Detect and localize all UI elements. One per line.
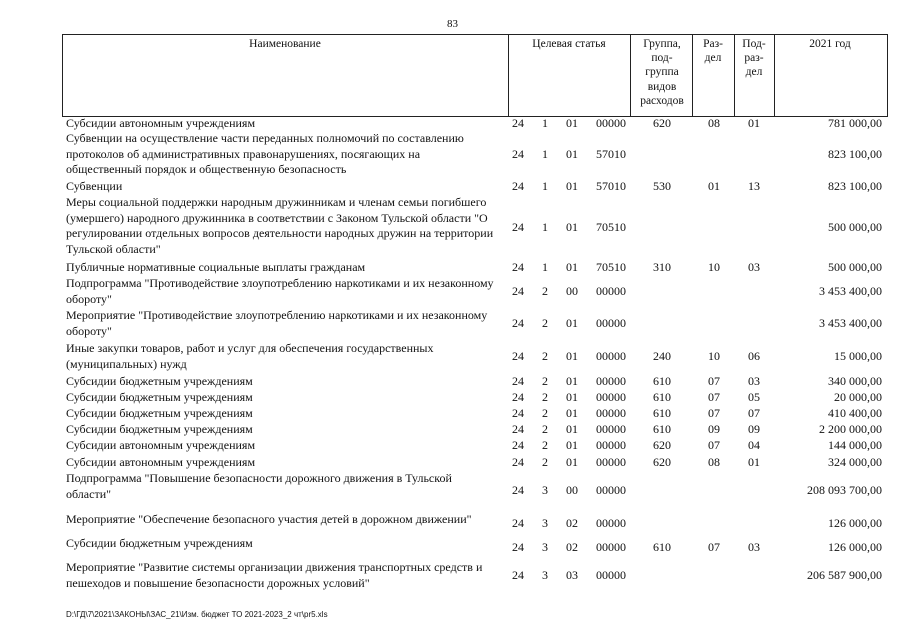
header-subsection: Под- раз- дел — [742, 38, 766, 79]
row-name: Субсидии бюджетным учреждениям — [66, 422, 253, 436]
row-grp-cell: 530 — [653, 179, 671, 193]
row-n-cell: 57010 — [596, 179, 626, 193]
row-s-cell: 1 — [542, 147, 548, 161]
row-m-cell: 02 — [566, 515, 578, 530]
footer-path: D:\ГД\7\2021\ЗАКОНЫ\ЗАС_21\Изм. бюджет ТО 2021-2023_2 чт\pr5.xls — [66, 610, 328, 619]
row-amount: 823 100,00 — [828, 147, 882, 161]
column-divider — [630, 34, 631, 117]
row-amount: 20 000,00 — [834, 390, 882, 404]
row-name: Субсидии автономным учреждениям — [66, 438, 256, 452]
table-row — [0, 471, 905, 510]
row-amount: 324 000,00 — [828, 455, 882, 469]
row-sec-cell: 10 — [708, 349, 720, 363]
row-amount: 2 200 000,00 — [819, 422, 882, 436]
row-n-cell: 00000 — [596, 406, 626, 420]
row-m-cell: 01 — [566, 260, 578, 274]
row-m-cell: 01 — [566, 422, 578, 436]
row-n-cell: 00000 — [596, 422, 626, 436]
table-row — [0, 374, 905, 389]
row-m-cell: 01 — [566, 116, 578, 130]
row-p-cell: 24 — [512, 455, 524, 469]
table-row — [0, 536, 905, 558]
row-grp-cell: 620 — [653, 116, 671, 130]
table-row — [0, 390, 905, 405]
row-s-cell: 2 — [542, 349, 548, 363]
row-s-cell: 2 — [542, 316, 548, 330]
row-grp-cell: 610 — [653, 390, 671, 404]
row-p-cell: 24 — [512, 483, 524, 497]
table-row — [0, 116, 905, 131]
row-sec-cell: 07 — [708, 374, 720, 388]
row-m-cell: 00 — [566, 284, 578, 298]
row-m-cell: 01 — [566, 316, 578, 330]
row-name: Подпрограмма "Повышение безопасности дорожного движения в Тульской области" — [66, 471, 452, 501]
row-sec-cell: 01 — [708, 179, 720, 193]
row-sub-cell: 04 — [748, 438, 760, 452]
row-amount: 208 093 700,00 — [807, 483, 882, 497]
row-grp-cell: 620 — [653, 455, 671, 469]
row-name: Субсидии бюджетным учреждениям — [66, 390, 253, 404]
row-s-cell: 1 — [542, 219, 548, 234]
row-n-cell: 00000 — [596, 483, 626, 497]
row-p-cell: 24 — [512, 374, 524, 388]
row-p-cell: 24 — [512, 349, 524, 363]
row-m-cell: 02 — [566, 539, 578, 554]
row-p-cell: 24 — [512, 316, 524, 330]
row-sub-cell: 06 — [748, 349, 760, 363]
table-row — [0, 422, 905, 437]
row-amount: 500 000,00 — [828, 260, 882, 274]
row-s-cell: 2 — [542, 284, 548, 298]
row-sec-cell: 10 — [708, 260, 720, 274]
row-amount: 500 000,00 — [828, 219, 882, 234]
row-amount: 126 000,00 — [828, 539, 882, 554]
row-s-cell: 2 — [542, 406, 548, 420]
row-n-cell: 00000 — [596, 455, 626, 469]
row-amount: 3 453 400,00 — [819, 316, 882, 330]
row-sub-cell: 01 — [748, 116, 760, 130]
row-name: Мероприятие "Противодействие злоупотреблению наркотиками и их незаконному обороту" — [66, 308, 488, 338]
row-sec-cell: 07 — [708, 390, 720, 404]
row-n-cell: 00000 — [596, 390, 626, 404]
row-p-cell: 24 — [512, 284, 524, 298]
row-name: Мероприятие "Обеспечение безопасного участия детей в дорожном движении" — [66, 512, 472, 526]
table-row — [0, 455, 905, 470]
row-amount: 823 100,00 — [828, 179, 882, 193]
row-n-cell: 00000 — [596, 568, 626, 582]
row-amount: 206 587 900,00 — [807, 568, 882, 582]
row-p-cell: 24 — [512, 116, 524, 130]
row-n-cell: 00000 — [596, 539, 626, 554]
row-p-cell: 24 — [512, 539, 524, 554]
row-name: Субсидии бюджетным учреждениям — [66, 406, 253, 420]
row-amount: 781 000,00 — [828, 116, 882, 130]
row-name: Меры социальной поддержки народным дружинникам и членам семьи погибшего (умершего) народного дружинника в соответствии с Законом Тульской области "О регулировании отдельных вопросов деятельности народных дружин на территории Тульской области" — [66, 195, 494, 256]
table-row — [0, 260, 905, 275]
row-p-cell: 24 — [512, 568, 524, 582]
row-sec-cell: 08 — [708, 116, 720, 130]
row-sub-cell: 07 — [748, 406, 760, 420]
page-number: 83 — [447, 18, 458, 30]
row-m-cell: 01 — [566, 438, 578, 452]
header-name: Наименование — [249, 38, 321, 50]
row-n-cell: 00000 — [596, 515, 626, 530]
row-m-cell: 01 — [566, 179, 578, 193]
row-amount: 3 453 400,00 — [819, 284, 882, 298]
table-row — [0, 438, 905, 453]
row-grp-cell: 610 — [653, 539, 671, 554]
row-n-cell: 00000 — [596, 284, 626, 298]
row-m-cell: 03 — [566, 568, 578, 582]
row-s-cell: 3 — [542, 483, 548, 497]
row-p-cell: 24 — [512, 422, 524, 436]
row-s-cell: 2 — [542, 422, 548, 436]
row-sec-cell: 07 — [708, 438, 720, 452]
row-s-cell: 1 — [542, 116, 548, 130]
row-amount: 340 000,00 — [828, 374, 882, 388]
row-name: Субвенции на осуществление части переданных полномочий по составлению протоколов об административных правонарушениях, посягающих на общественный порядок и общественную безопасность — [66, 131, 464, 176]
row-grp-cell: 620 — [653, 438, 671, 452]
row-name: Субсидии бюджетным учреждениям — [66, 374, 253, 388]
header-group: Группа, под- группа видов расходов — [640, 38, 684, 107]
row-p-cell: 24 — [512, 260, 524, 274]
row-sub-cell: 05 — [748, 390, 760, 404]
table-row — [0, 179, 905, 194]
row-name: Мероприятие "Развитие системы организации движения транспортных средств и пешеходов и повышение безопасности дорожных условий" — [66, 560, 483, 590]
row-amount: 126 000,00 — [828, 515, 882, 530]
row-name: Публичные нормативные социальные выплаты гражданам — [66, 260, 366, 274]
row-sub-cell: 03 — [748, 260, 760, 274]
row-s-cell: 2 — [542, 374, 548, 388]
row-s-cell: 2 — [542, 390, 548, 404]
row-s-cell: 2 — [542, 438, 548, 452]
row-s-cell: 3 — [542, 539, 548, 554]
row-m-cell: 01 — [566, 390, 578, 404]
row-m-cell: 00 — [566, 483, 578, 497]
row-n-cell: 00000 — [596, 316, 626, 330]
row-grp-cell: 310 — [653, 260, 671, 274]
row-sec-cell: 08 — [708, 455, 720, 469]
row-sec-cell: 07 — [708, 539, 720, 554]
row-name: Субвенции — [66, 179, 123, 193]
table-row — [0, 406, 905, 421]
row-n-cell: 00000 — [596, 374, 626, 388]
row-amount: 15 000,00 — [834, 349, 882, 363]
row-n-cell: 70510 — [596, 219, 626, 234]
row-name: Субсидии автономным учреждениям — [66, 116, 256, 130]
row-name: Иные закупки товаров, работ и услуг для обеспечения государственных (муниципальных) нужд — [66, 341, 434, 371]
header-year: 2021 год — [809, 38, 851, 50]
row-m-cell: 01 — [566, 219, 578, 234]
row-sub-cell: 03 — [748, 374, 760, 388]
header-section: Раз- дел — [703, 38, 723, 65]
table-row — [0, 341, 905, 372]
row-grp-cell: 610 — [653, 374, 671, 388]
row-s-cell: 2 — [542, 455, 548, 469]
table-row — [0, 512, 905, 534]
table-row — [0, 276, 905, 307]
table-row — [0, 560, 905, 591]
row-n-cell: 00000 — [596, 438, 626, 452]
row-sub-cell: 09 — [748, 422, 760, 436]
row-p-cell: 24 — [512, 179, 524, 193]
row-name: Подпрограмма "Противодействие злоупотреблению наркотиками и их незаконному обороту" — [66, 276, 494, 306]
row-grp-cell: 610 — [653, 422, 671, 436]
row-sub-cell: 13 — [748, 179, 760, 193]
row-m-cell: 01 — [566, 455, 578, 469]
row-p-cell: 24 — [512, 438, 524, 452]
row-m-cell: 01 — [566, 406, 578, 420]
row-name: Субсидии автономным учреждениям — [66, 455, 256, 469]
row-amount: 144 000,00 — [828, 438, 882, 452]
row-s-cell: 3 — [542, 515, 548, 530]
row-n-cell: 00000 — [596, 116, 626, 130]
row-m-cell: 01 — [566, 374, 578, 388]
row-amount: 410 400,00 — [828, 406, 882, 420]
row-grp-cell: 240 — [653, 349, 671, 363]
table-row — [0, 308, 905, 339]
row-sec-cell: 07 — [708, 406, 720, 420]
row-p-cell: 24 — [512, 406, 524, 420]
row-m-cell: 01 — [566, 147, 578, 161]
header-target: Целевая статья — [532, 38, 606, 50]
row-p-cell: 24 — [512, 147, 524, 161]
row-s-cell: 3 — [542, 568, 548, 582]
row-name: Субсидии бюджетным учреждениям — [66, 536, 253, 550]
row-p-cell: 24 — [512, 390, 524, 404]
row-grp-cell: 610 — [653, 406, 671, 420]
row-p-cell: 24 — [512, 219, 524, 234]
row-sec-cell: 09 — [708, 422, 720, 436]
table-row — [0, 131, 905, 178]
row-n-cell: 00000 — [596, 349, 626, 363]
row-sub-cell: 01 — [748, 455, 760, 469]
row-n-cell: 70510 — [596, 260, 626, 274]
row-sub-cell: 03 — [748, 539, 760, 554]
row-p-cell: 24 — [512, 515, 524, 530]
row-s-cell: 1 — [542, 179, 548, 193]
row-n-cell: 57010 — [596, 147, 626, 161]
table-row — [0, 195, 905, 259]
row-m-cell: 01 — [566, 349, 578, 363]
column-divider — [692, 34, 693, 117]
row-s-cell: 1 — [542, 260, 548, 274]
